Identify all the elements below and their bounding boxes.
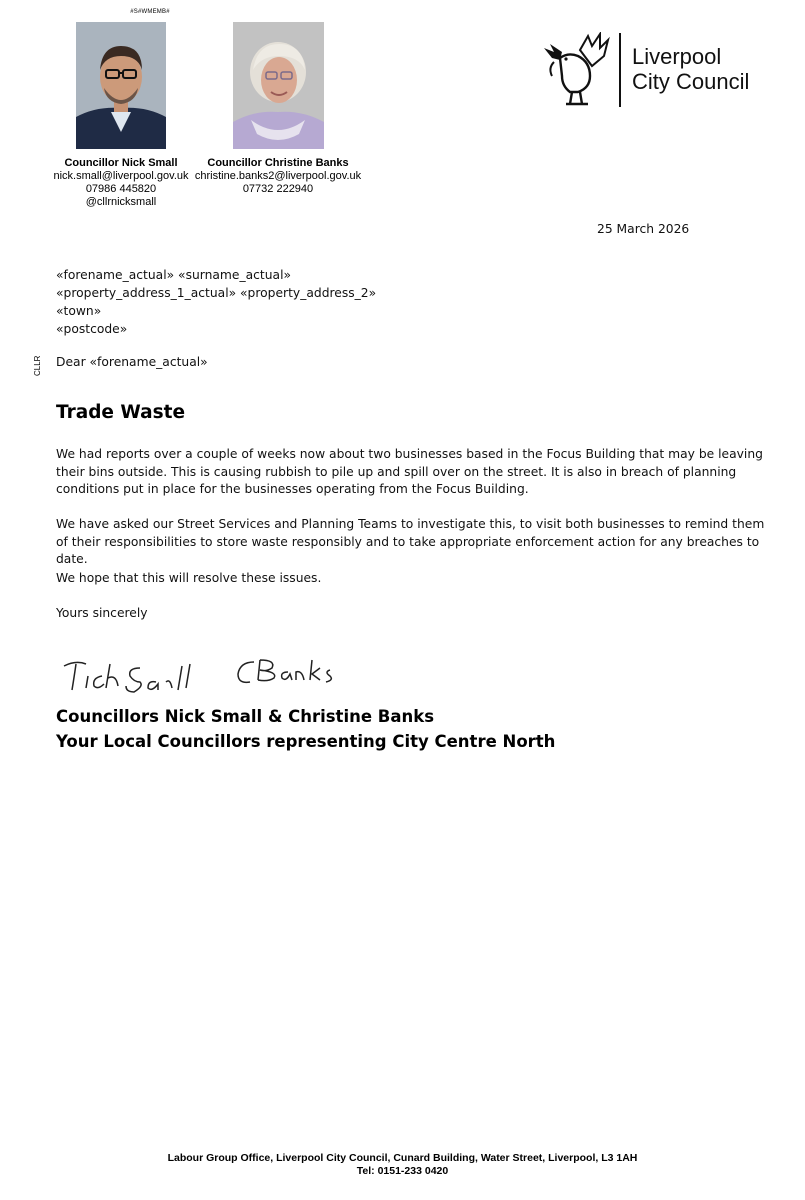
councillor-photo-nick-small — [76, 22, 166, 149]
address-line-2: «property_address_1_actual» «property_address_2» — [56, 286, 377, 300]
handwritten-signatures — [60, 654, 360, 698]
letter-title: Trade Waste — [56, 402, 186, 423]
closing-block — [56, 704, 555, 754]
letter-date: 25 March 2026 — [597, 222, 690, 236]
document-reference-tag: #S#WMEMB# — [130, 9, 170, 15]
logo-divider — [619, 33, 621, 107]
logo-line-2: City Council — [632, 69, 750, 94]
logo-line-1: Liverpool — [632, 44, 722, 69]
address-line-4: «postcode» — [56, 322, 128, 336]
signature-christine-banks — [232, 654, 352, 694]
sign-off: Yours sincerely — [56, 606, 148, 620]
councillor-name: Councillor Christine Banks — [207, 157, 349, 169]
recipient-address — [56, 266, 376, 338]
footer — [0, 1152, 805, 1178]
address-line-3: «town» — [56, 304, 102, 318]
address-line-1: «forename_actual» «surname_actual» — [56, 268, 292, 282]
councillor-phone: 07986 445820 — [85, 183, 157, 195]
councillor-contact-nick-small — [36, 157, 206, 209]
councillor-email: nick.small@liverpool.gov.uk — [53, 170, 189, 182]
councillor-phone: 07732 222940 — [242, 183, 314, 195]
closing-line-2: Your Local Councillors representing City Centre North — [56, 732, 556, 751]
councillor-contact-christine-banks — [190, 157, 366, 196]
liver-bird-logo-icon — [540, 32, 612, 112]
councillor-social-handle: @cllrnicksmall — [85, 196, 157, 208]
portrait-christine-banks — [233, 22, 324, 149]
footer-phone: Tel: 0151-233 0420 — [356, 1165, 449, 1177]
portrait-nick-small — [76, 22, 166, 149]
body-paragraph-1: We had reports over a couple of weeks now about two businesses based in the Focus Building that may be leaving their bins outside. This is causing rubbish to pile up and spill over on the street. It is also in breach of planning conditions put in place for the businesses operating from the Focus Building. — [56, 447, 763, 496]
footer-address: Labour Group Office, Liverpool City Council, Cunard Building, Water Street, Liverpool, L3 1AH — [167, 1152, 638, 1164]
side-label: CLLR — [33, 355, 42, 376]
closing-line-1: Councillors Nick Small & Christine Banks — [56, 707, 435, 726]
councillor-photo-christine-banks — [233, 22, 324, 149]
councillor-email: christine.banks2@liverpool.gov.uk — [194, 170, 362, 182]
councillor-name: Councillor Nick Small — [64, 157, 178, 169]
council-logo-text — [632, 44, 749, 94]
body-paragraph-2: We have asked our Street Services and Planning Teams to investigate this, to visit both businesses to remind them of their responsibilities to store waste responsibly and to take appropriate enforcement action for any breaches to date. — [56, 517, 765, 566]
salutation: Dear «forename_actual» — [56, 355, 208, 369]
body-paragraph-3: We hope that this will resolve these issues. — [56, 571, 322, 585]
